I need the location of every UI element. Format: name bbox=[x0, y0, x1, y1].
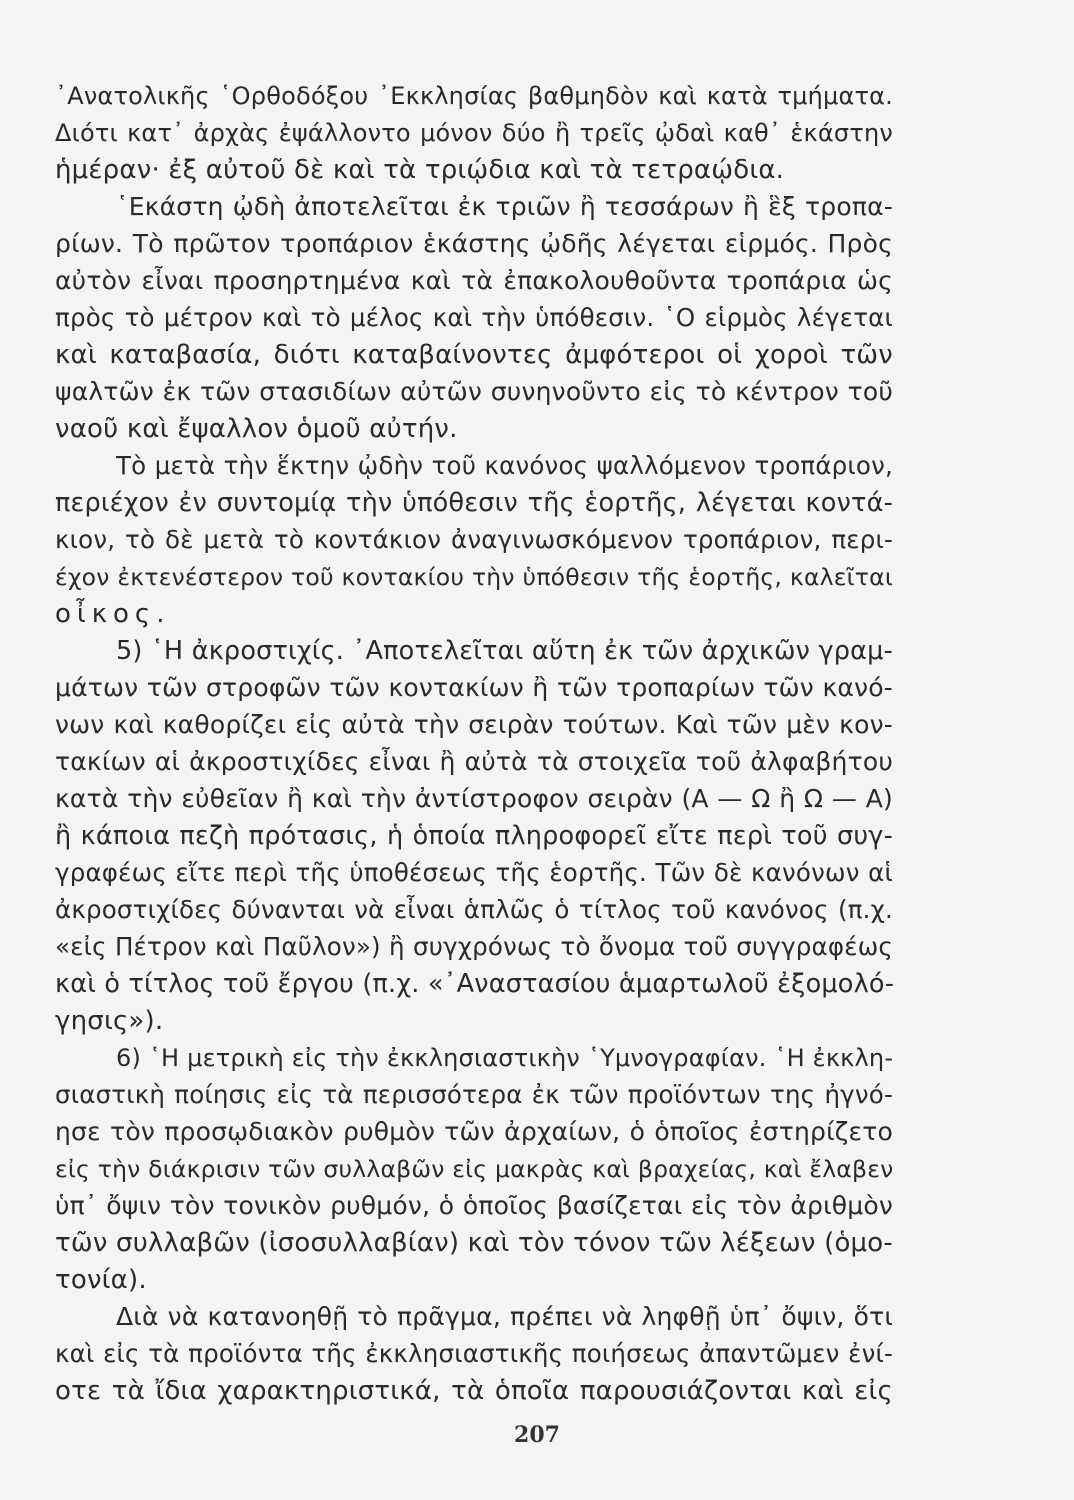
text-line: ἢ κάποια πεζὴ πρότασις, ἡ ὁποία πληροφορεῖ εἴτε περὶ τοῦ συγ- bbox=[55, 821, 893, 851]
text-line: έχον ἐκτενέστερον τοῦ κοντακίου τὴν ὑπόθεσιν τῆς ἑορτῆς, καλεῖται bbox=[55, 563, 893, 591]
text-line: εἰς τὴν διάκρισιν τῶν συλλαβῶν εἰς μακρὰς καὶ βραχείας, καὶ ἔλαβεν bbox=[55, 1155, 894, 1183]
text-line: σιαστικὴ ποίησις εἰς τὰ περισσότερα ἐκ τῶν προϊόντων της ἠγνό- bbox=[55, 1080, 893, 1109]
section-heading-5: 5) ῾Η ἀκροστιχίς. ᾽Αποτελεῖται αὕτη ἐκ τῶν ἀρχικῶν γραμ- bbox=[116, 636, 893, 666]
text-line: ῾Εκάστη ᾠδὴ ἀποτελεῖται ἐκ τριῶν ἢ τεσσάρων ἢ ἓξ τροπα- bbox=[116, 192, 893, 221]
text-line: νων καὶ καθορίζει εἰς αὐτὰ τὴν σειρὰν τούτων. Καὶ τῶν μὲν κον- bbox=[55, 710, 893, 739]
text-line: γησις»). bbox=[55, 1006, 164, 1036]
text-line: γραφέως εἴτε περὶ τῆς ὑποθέσεως τῆς ἑορτῆς. Τῶν δὲ κανόνων αἱ bbox=[55, 858, 893, 887]
text-line: κατὰ τὴν εὐθεῖαν ἢ καὶ τὴν ἀντίστροφον σειρὰν (Α — Ω ἢ Ω — Α) bbox=[55, 784, 893, 813]
text-line: μάτων τῶν στροφῶν τῶν κοντακίων ἢ τῶν τροπαρίων τῶν κανό- bbox=[55, 673, 893, 702]
text-line: Διὰ νὰ κατανοηθῇ τὸ πρᾶγμα, πρέπει νὰ ληφθῇ ὑπ᾽ ὄψιν, ὅτι bbox=[116, 1302, 893, 1331]
text-line: ρίων. Τὸ πρῶτον τροπάριον ἑκάστης ᾠδῆς λέγεται εἱρμός. Πρὸς bbox=[55, 229, 893, 258]
section-heading-6: 6) ῾Η μετρικὴ εἰς τὴν ἐκκλησιαστικὴν ῾Υμνογραφίαν. ῾Η ἐκκλη- bbox=[116, 1044, 894, 1072]
text-line: «εἰς Πέτρον καὶ Παῦλον») ἢ συγχρόνως τὸ ὄνομα τοῦ συγγραφέως bbox=[55, 932, 893, 961]
text-line: καὶ ὁ τίτλος τοῦ ἔργου (π.χ. «᾽Αναστασίου ἁμαρτωλοῦ ἐξομολό- bbox=[55, 969, 895, 999]
text-line: ψαλτῶν ἐκ τῶν στασιδίων αὐτῶν συνηνοῦντο εἰς τὸ κέντρον τοῦ bbox=[55, 377, 893, 406]
text-line: πρὸς τὸ μέτρον καὶ τὸ μέλος καὶ τὴν ὑπόθεσιν. ῾Ο εἱρμὸς λέγεται bbox=[55, 303, 893, 332]
text-line: ᾽Ανατολικῆς ῾Ορθοδόξου ᾽Εκκλησίας βαθμηδὸν καὶ κατὰ τμήματα. bbox=[55, 82, 893, 110]
text-line: ἡμέραν· ἐξ αὐτοῦ δὲ καὶ τὰ τριῴδια καὶ τὰ τετραῴδια. bbox=[55, 155, 785, 185]
text-line: αὐτὸν εἶναι προσηρτημένα καὶ τὰ ἐπακολουθοῦντα τροπάρια ὡς bbox=[55, 266, 893, 295]
text-line: καὶ εἰς τὰ προϊόντα τῆς ἐκκλησιαστικῆς ποιήσεως ἀπαντῶμεν ἐνί- bbox=[55, 1339, 893, 1368]
text-line: τακίων αἱ ἀκροστιχίδες εἶναι ἢ αὐτὰ τὰ στοιχεῖα τοῦ ἀλφαβήτου bbox=[55, 747, 893, 776]
text-line: περιέχον ἐν συντομίᾳ τὴν ὑπόθεσιν τῆς ἑορτῆς, λέγεται κοντά- bbox=[55, 488, 893, 518]
text-line: ὑπ᾽ ὄψιν τὸν τονικὸν ρυθμόν, ὁ ὁποῖος βασίζεται εἰς τὸν ἀριθμὸν bbox=[55, 1191, 893, 1220]
text-line: ησε τὸν προσῳδιακὸν ρυθμὸν τῶν ἀρχαίων, ὁ ὁποῖος ἐστηρίζετο bbox=[55, 1117, 893, 1146]
text-line: τονία). bbox=[55, 1265, 147, 1295]
text-line: ναοῦ καὶ ἔψαλλον ὁμοῦ αὐτήν. bbox=[55, 414, 458, 444]
text-line: οτε τὰ ἴδια χαρακτηριστικά, τὰ ὁποῖα παρουσιάζονται καὶ εἰς bbox=[55, 1376, 893, 1406]
text-line: οἶκος. bbox=[55, 599, 171, 629]
text-line: κιον, τὸ δὲ μετὰ τὸ κοντάκιον ἀναγινωσκόμενον τροπάριον, περι- bbox=[55, 525, 893, 554]
text-line: Διότι κατ᾽ ἀρχὰς ἐψάλλοντο μόνον δύο ἢ τρεῖς ᾠδαὶ καθ᾽ ἑκάστην bbox=[55, 119, 893, 147]
page-number: 207 bbox=[514, 1422, 560, 1448]
text-line: τῶν συλλαβῶν (ἰσοσυλλαβίαν) καὶ τὸν τόνον τῶν λέξεων (ὁμο- bbox=[55, 1228, 893, 1258]
text-line: ἀκροστιχίδες δύνανται νὰ εἶναι ἁπλῶς ὁ τίτλος τοῦ κανόνος (π.χ. bbox=[55, 895, 893, 924]
text-line: καὶ καταβασία, διότι καταβαίνοντες ἀμφότεροι οἱ χοροὶ τῶν bbox=[55, 340, 893, 370]
text-line: Τὸ μετὰ τὴν ἕκτην ᾠδὴν τοῦ κανόνος ψαλλόμενον τροπάριον, bbox=[116, 451, 893, 480]
